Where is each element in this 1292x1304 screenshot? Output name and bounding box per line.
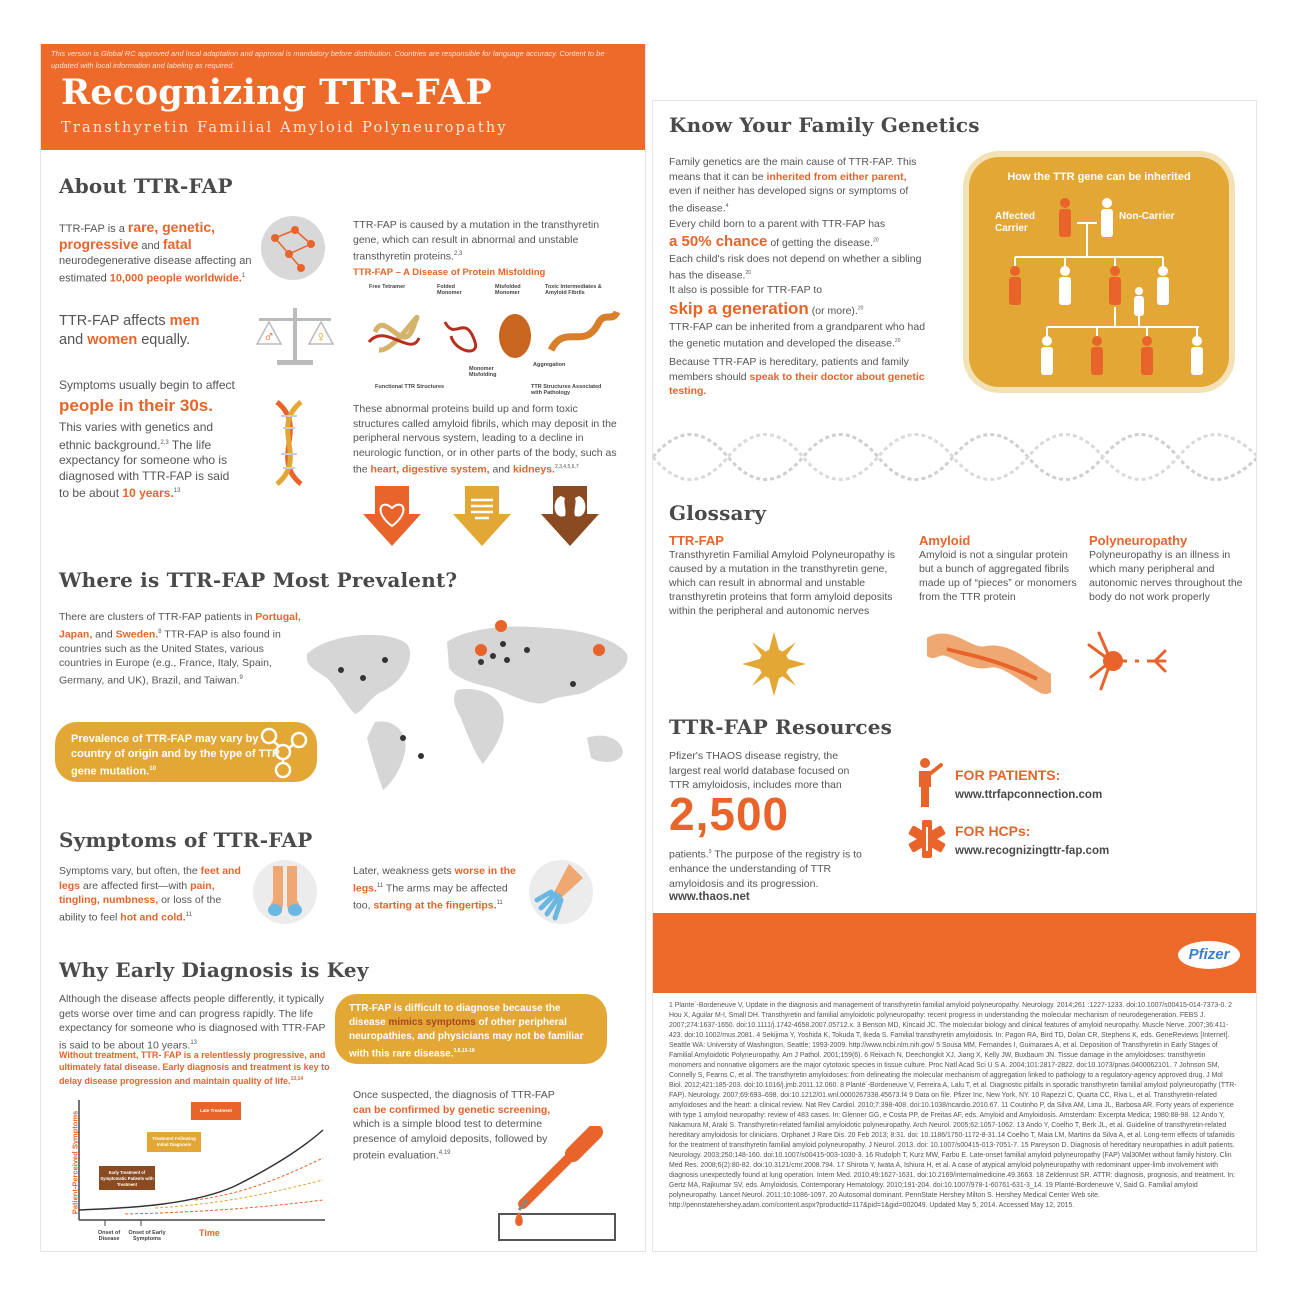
- mutation-network-icon: [255, 724, 311, 780]
- family-figures: [1009, 198, 1203, 375]
- svg-text:♀: ♀: [315, 329, 327, 346]
- dna-strip-decoration: [653, 417, 1257, 497]
- thaos-link[interactable]: www.thaos.net: [669, 891, 750, 903]
- people-30s: people in their 30s.: [59, 396, 213, 415]
- diagnosis-callout: TTR-FAP is difficult to diagnose because the disease mimics symptoms of other peripheral neuropathies, and physicians may not be familiar with this rare disease.$^{3,8,15-18}$: [335, 994, 607, 1064]
- right-panel: [652, 100, 1257, 1252]
- patients-label: FOR PATIENTS:: [955, 767, 1061, 783]
- fig-label: Monomer Misfolding: [469, 366, 497, 378]
- prevalence-callout: Prevalence of TTR-FAP may vary by country of origin and by the type of TTR gene mutation.$^{10}$: [55, 722, 317, 782]
- registry-purpose: patients.$^9$ The purpose of the registry is to enhance the understanding of TTR amyloidosis and its progression.: [669, 848, 862, 890]
- patient-count: 2,500: [669, 788, 790, 840]
- glossary-def: Polyneuropathy is an illness in which many peripheral and autonomic nerves throughout the body do not work properly: [1089, 549, 1243, 603]
- genetics-text-3: It also is possible for TTR-FAP to skip a generation (or more).$^{20}$ TTR-FAP can be inherited from a grandparent who had the genetic mutation and developed the disease.$^{20}$: [669, 284, 926, 350]
- pfizer-logo: Pfizer: [1178, 941, 1240, 969]
- disclaimer: This version is Global RC approved and local adaptation and approval is mandatory before distribution. Countries are responsible for language accuracy. Content to be updated with local information and labeling as required.: [51, 49, 605, 70]
- legs-feet-icon: [253, 860, 317, 924]
- glossary-term-polyneuropathy: [1089, 533, 1244, 604]
- dna-helix-icon: [269, 398, 309, 488]
- following-treatment-label: Treatment Following Initial Diagnosis: [147, 1132, 201, 1152]
- page-subtitle: Transthyretin Familial Amyloid Polyneuropathy: [61, 120, 508, 136]
- non-carrier-label: Non-Carrier: [1119, 211, 1175, 222]
- glossary-term-ttrfap: [669, 533, 909, 618]
- world-map: [297, 614, 643, 794]
- heart-arrow-icon: [363, 486, 421, 546]
- glossary-term-amyloid: [919, 533, 1079, 604]
- genetics-text-2: Every child born to a parent with TTR-FAP has a 50% chance of getting the disease.$^{20}$ Each child's risk does not depend on whether a sibling has the disease.$^{20}$: [669, 218, 922, 282]
- symptoms-text-2: Later, weakness gets worse in the legs.$^{11}$ The arms may be affected too, starting at the fingertips.$^{11}$: [353, 865, 516, 911]
- prevalent-text: There are clusters of TTR-FAP patients in Portugal, Japan, and Sweden.$^8$ TTR-FAP is also found in countries such as the United States, various countries in Europe (e.g., France, Italy, Spain, Germany, and UK), Brazil, and Taiwan.$^9$: [59, 611, 301, 686]
- footer-banner: [653, 913, 1257, 993]
- early-text-2: Without treatment, TTR- FAP is a relentlessly progressive, and ultimately fatal disease. Early diagnosis and treatment is key to delay disease progression and maintain quality of life.$^{13,14}$: [59, 1050, 330, 1086]
- kidney-arrow-icon: [541, 486, 599, 546]
- glossary-heading: Glossary: [669, 501, 767, 525]
- glossary-term: Amyloid: [919, 533, 971, 548]
- progression-chart: [55, 1096, 335, 1246]
- early-diagnosis-heading: Why Early Diagnosis is Key: [59, 958, 369, 982]
- early-text-1: Although the disease affects people differently, it typically gets worse over time and can progress rapidly. The life expectancy for someone who is diagnosed with TTR-FAP is said to be about 10 years.$^{13}$: [59, 993, 326, 1051]
- symptoms-heading: Symptoms of TTR-FAP: [59, 828, 313, 852]
- fig-label: TTR Structures Associated with Pathology: [531, 384, 602, 396]
- fig-label: Aggregation: [533, 362, 566, 368]
- cause-text: TTR-FAP is caused by a mutation in the transthyretin gene, which can result in abnormal and unstable transthyretin proteins.$^{2,3}$: [353, 219, 600, 263]
- symptoms-text-1: Symptoms vary, but often, the feet and legs are affected first—with pain, tingling, numbness, or loss of the ability to feel hot and cold.$^{11}$: [59, 865, 241, 923]
- genetic-screening-text: Once suspected, the diagnosis of TTR-FAP can be confirmed by genetic screening, which is a simple blood test to determine presence of amyloid deposits, followed by protein evaluation.$^{4,19}$: [353, 1089, 555, 1162]
- fig-label: Free Tetramer: [369, 284, 406, 290]
- affected-carrier-label: Affected Carrier: [995, 211, 1036, 234]
- genetics-heading: Know Your Family Genetics: [669, 113, 980, 137]
- amyloid-fibril-icon: [927, 627, 1051, 697]
- glossary-def: Transthyretin Familial Amyloid Polyneuropathy is caused by a mutation in the transthyretin gene, which can result in abnormal and unstable transthyretin proteins that form amyloid deposits within the peripheral and autonomic nerves: [669, 549, 896, 617]
- onset-symptoms-label: Onset of Early Symptoms: [128, 1230, 166, 1242]
- chart-ylabel: Patient-Perceived Symptoms: [70, 1110, 80, 1215]
- genetics-text-4: Because TTR-FAP is hereditary, patients and family members should speak to their doctor about genetic testing.: [669, 356, 925, 397]
- thaos-text: Pfizer's THAOS disease registry, the largest real world database focused on TTR amyloidosis, includes more than: [669, 750, 850, 791]
- genetics-text-1: Family genetics are the main cause of TTR-FAP. This means that it can be inherited from either parent, even if neither has developed signs or symptoms of the disease.$^4$: [669, 156, 917, 214]
- late-treatment-label: Late Treatment: [191, 1102, 241, 1120]
- protein-misfolding-diagram: [355, 284, 625, 394]
- about-intro: TTR-FAP is a rare, genetic, progressive and fatal neurodegenerative disease affecting an estimated 10,000 people worldwide.$^1$: [59, 219, 252, 285]
- prevalent-heading: Where is TTR-FAP Most Prevalent?: [59, 568, 458, 592]
- resources-heading: TTR-FAP Resources: [669, 715, 893, 739]
- header-banner: [41, 44, 646, 150]
- fig-label: Toxic Intermediates & Amyloid Fibrils: [545, 284, 602, 296]
- hand-icon: [529, 860, 593, 924]
- glossary-term: Polyneuropathy: [1089, 533, 1188, 548]
- balance-scale-icon: [253, 300, 337, 368]
- onset-disease-label: Onset of Disease: [97, 1230, 121, 1242]
- about-heading: About TTR-FAP: [59, 174, 233, 198]
- fig-label: Functional TTR Structures: [375, 384, 445, 390]
- inheritance-diagram: [969, 157, 1229, 387]
- hcps-link[interactable]: www.recognizingttr-fap.com: [955, 845, 1110, 857]
- patients-link[interactable]: www.ttrfapconnection.com: [955, 789, 1103, 801]
- digestive-arrow-icon: [453, 486, 511, 546]
- chart-xlabel: Time: [199, 1228, 220, 1238]
- men-women-text: TTR-FAP affects men and women equally.: [59, 313, 200, 348]
- globe-network-icon: [259, 214, 329, 282]
- fig-label: Folded Monomer: [437, 284, 462, 296]
- references: 1 Plante´-Bordeneuve V, Update in the diagnosis and management of transthyretin familial amyloid polyneuropathy. Neurology. 2014;261 :1227-1233. doi:10.1007/s00415-014-7373-0. 2 Hou X, Aguilar M-I, Small DH. Transthyretin and familial amyloidotic polyneuropathy: recent progress in understanding the molecular mechanism of neurodegeneration. FEBS J. 2007;274:1637-1650. doi:10.1111/j.1742-4658.2007.05712.x. 3 Benson MD, Kincaid JC. The molecular biology and clinical features of amyloid neuropathy. Muscle Nerve. 2007;36:411-423. doi:10.1002/mus.2081. 4 Sekijima Y, Yoshida K, Tokuda T, Ikeda S. Familial transthyretin amyloidosis. In: Pagon RA, Bird TD, Dolan CR, Stephens K, eds. GeneReviews [Internet]. Seattle WA: University of Washington, Seattle; 1993-2009. http://www.ncbi.nlm.nih.gov/ 5 Sousa MM, Fernandes I, Guimaraes A, et al. Deposition of Transthyretin in Early Stages of Familial Amyloidotic Polyneuropathy. Am J Pathol. 2001;159(6). 6 Reixach N, Deechongkit XJ, Jiang X, Kelly JW, Buxbaum JN. Tissue damage in the amyloidoses: transthyretin monomers and nonnative oligomers are the major cytotoxic species in tissue culture. Proc Natl Acad Sci U S A. 2004;101:2817-2822. doi:10.1073/pnas.0400062101. 7 Johnson SM, Connelly S, Fearns C, et al. The transthyretin amyloidoses: from delineating the molecular mechanism of aggregation linked to pathology to a regulatory-agency approved drug. J Mol Biol. 2012;421:185-203. doi:10.1016/j.jmb.2011.12.060. 8 Planté´-Bordeneuve V, Ferreira A, Lalu T, et al. Diagnostic pitfalls in sporadic transthyretin familial amyloid polyneuropathy (TTR-FAP). Neurology. 2007;69:693–698. doi:10.1212/01.wnl.0000267338.45673.f4 9 Data on file. Pfizer Inc, New York, NY. 10 Rapezzi C, Quarta CC, Riva L, et al. Transthyretin-related amyloidoses and the heart: a clinical review. Nat Rev Cardiol. 2010;7:398-408. doi:10.1038/ncardio.2010.67. 11 Coutinho P, da Silva AM, Lima JL, Barbosa AR. Forty years of experience with type 1 amyloid neuropathy: review of 483 cases. In: Glenner GG, e Costa PP, de Freitas AF, eds. Amyloid and Amyloidosis. Amsterdam: Excerpta Medica; 1980:88-98. 12 Ando Y, Nakamura M, Araki S. Transthyretin-related familial amyloidotic polyneuropathy. Arch Neurol. 2005;62:1057-1062. 13 Ando Y, Coelho T, Berk JL, et al. Guideline of transthyretin-related hereditary amyloidosis for clinicians. Orphanet J Rare Dis. 20 Feb 2013; 8:31. doi: 10.1186/1750-1172-8-31.14 Coelho T, Maia LM, Martins da Silva A, et al. Long-term effects of tafamidis for the treatment of transthyretin familial amyloid polyneuropathy. J Neurol. 2013. doi: 10.1007/s00415-013-7051-7. 15 Pareyson D. Diagnosis of hereditary neuropathies in adult patients. Neurology. 2003;250:148-160. doi:10.1007/s00415-003-1030-3. 16 Rudolph T, Kurz MW, Farbu E. Late-onset familial amyloid polyneuropathy (FAP) Val30Met without family history. Clin Med Res. 2008;6(2):80-82. doi:10.3121/cmr.2008.794. 17 Shirota Y, Iwata A, Ishiura H, et al. A case of atypical amyloid polyneuropathy with redominant upper-limb involvement with diagnosis unexpectedly found at lung operation. Intern Med. 2010;49:1627-1631. doi:10.2169/internalmedicine.49.3663. 18 Zeldenrust SR. ATTR: diagnosis, prognosis, and treatment. In: Gertz MA, Rajkumar SV, eds. Amyloidosis, Contemporary Hematology. 2010;191-204. doi:10.1007/978-1-60761-631-3_14. 19 Planté-Bordeneuve V, Said G. Familial amyloid polyneuropathy. Lancet Neurol. 2011;10:1086-1097. 20 Autosomal dominant. PennState Hershey Milton S. Hershey Medical Center Web site. http://pennstatehershey.adam.com/content.aspx?productId=117&pid=1&gid=002049. Updated May 5, 2014. Accessed May 12, 2015.: [669, 1002, 1237, 1209]
- inheritance-title: How the TTR gene can be inherited: [1007, 171, 1191, 183]
- amyloid-deposit-text: These abnormal proteins build up and form toxic structures called amyloid fibrils, which may deposit in the peripheral nervous system, leading to a decline in neurologic function, or in other parts of the body, such as the heart, digestive system, and kidneys.$^{2,3,4,5,6,7}$: [353, 403, 617, 476]
- medical-star-icon: [907, 819, 947, 859]
- glossary-term: TTR-FAP: [669, 533, 724, 548]
- patient-person-icon: [913, 757, 943, 809]
- life-expectancy-text: This varies with genetics and ethnic background.$^{2,3}$ The life expectancy for someone who is diagnosed with TTR-FAP is said to be about 10 years.$^{13}$: [59, 420, 230, 500]
- neuron-icon: [1085, 623, 1169, 699]
- hcps-label: FOR HCPs:: [955, 823, 1031, 839]
- glossary-def: Amyloid is not a singular protein but a bunch of aggregated fibrils made up of “pieces” or monomers from the TTR protein: [919, 549, 1077, 603]
- misfolding-title: TTR-FAP – A Disease of Protein Misfolding: [353, 267, 546, 278]
- age-text: Symptoms usually begin to affect: [59, 378, 235, 392]
- early-treatment-label: Early Treatment of Symptomatic Patients with Treatment: [99, 1166, 155, 1190]
- blood-test-dropper-icon: [497, 1126, 623, 1246]
- tetramer-star-icon: [739, 629, 809, 699]
- left-panel: [40, 44, 646, 1252]
- page-title: Recognizing TTR-FAP: [61, 72, 492, 113]
- svg-text:♂: ♂: [263, 329, 275, 346]
- fig-label: Misfolded Monomer: [495, 284, 521, 296]
